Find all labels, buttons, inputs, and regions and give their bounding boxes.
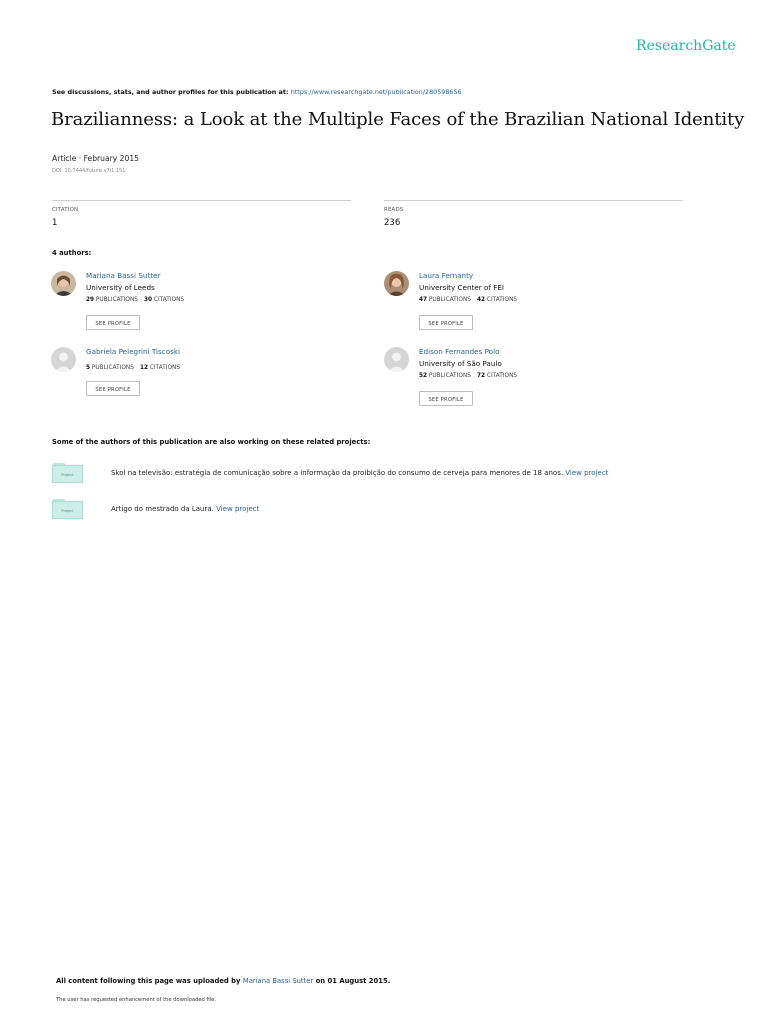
publication-title: Brazilianness: a Look at the Multiple Faces of the Brazilian National Identity (51, 109, 745, 130)
related-project-item (52, 499, 768, 523)
publications-label: PUBLICATIONS (91, 365, 134, 371)
citations-label: CITATIONS (486, 297, 518, 303)
view-project-link[interactable]: View project (565, 469, 609, 477)
publication-meta: Article · February 2015 (52, 154, 139, 163)
publications-count: 5 (86, 365, 91, 371)
author-name-link[interactable]: Mariana Bassi Sutter (86, 271, 161, 280)
publications-label: PUBLICATIONS (95, 297, 138, 303)
citations-label: CITATIONS (486, 373, 518, 379)
citations-label: CITATIONS (153, 297, 185, 303)
citations-count: 30 (143, 297, 153, 303)
authors-heading: 4 authors: (52, 249, 92, 257)
project-title: Artigo do mestrado da Laura. (111, 505, 217, 513)
default-avatar-icon[interactable] (51, 347, 76, 372)
enhancement-note: The user has requested enhancement of the downloaded file. (56, 997, 217, 1003)
related-projects-heading: Some of the authors of this publication are also working on these related projects: (52, 438, 371, 446)
reads-label: READS (384, 207, 404, 213)
reads-value: 236 (384, 218, 401, 228)
upload-prefix: All content following this page was uploaded by (56, 977, 243, 985)
publications-label: PUBLICATIONS (428, 297, 471, 303)
project-icon-label: Project (61, 509, 74, 513)
see-profile-button[interactable]: SEE PROFILE (419, 315, 473, 330)
author-stats (86, 365, 180, 371)
publication-url-link[interactable]: https://www.researchgate.net/publication/280598656 (290, 88, 462, 96)
citation-value: 1 (52, 218, 58, 228)
upload-suffix: on 01 August 2015. (313, 977, 391, 985)
see-profile-button[interactable]: SEE PROFILE (86, 315, 140, 330)
reads-divider (384, 200, 683, 201)
see-profile-button[interactable]: SEE PROFILE (419, 391, 473, 406)
author-institution: University of Leeds (86, 283, 155, 292)
project-description (111, 469, 608, 477)
citations-label: CITATIONS (149, 365, 181, 371)
publications-count: 52 (419, 373, 428, 379)
see-profile-button[interactable]: SEE PROFILE (86, 381, 140, 396)
citations-count: 42 (476, 297, 486, 303)
author-name-link[interactable]: Gabriela Pelegrini Tiscoski (86, 347, 181, 356)
citation-label: CITATION (52, 207, 79, 213)
upload-notice (56, 977, 390, 985)
author-stats (419, 297, 517, 303)
project-folder-icon (52, 463, 84, 485)
author-name-link[interactable]: Laura Fernanty (419, 271, 474, 280)
author-photo-avatar[interactable] (51, 271, 76, 296)
author-name-link[interactable]: Edison Fernandes Polo (419, 347, 500, 356)
citations-count: 12 (139, 365, 149, 371)
publications-count: 47 (419, 297, 428, 303)
uploader-link[interactable]: Mariana Bassi Sutter (242, 977, 314, 985)
citations-count: 72 (476, 373, 486, 379)
view-project-link[interactable]: View project (216, 505, 260, 513)
default-avatar-icon[interactable] (384, 347, 409, 372)
author-institution: University Center of FEI (419, 283, 505, 292)
author-institution: University of São Paulo (419, 359, 502, 368)
project-description (111, 505, 259, 513)
project-icon-label: Project (61, 473, 74, 477)
researchgate-logo[interactable]: ResearchGate (636, 38, 736, 54)
publication-doi: DOI: 10.7444/future.v7i1.151 (52, 168, 126, 174)
project-title: Skol na televisão: estratégia de comunicação sobre a informação da proibição do consumo de cerveja para menores de 18 anos. (111, 469, 566, 477)
citation-divider (52, 200, 351, 201)
discussion-text: See discussions, stats, and author profiles for this publication at: (52, 88, 291, 96)
related-project-item (52, 463, 768, 487)
discussion-line (52, 88, 462, 96)
author-photo-avatar[interactable] (384, 271, 409, 296)
author-stats (86, 297, 184, 303)
project-folder-icon (52, 499, 84, 521)
publications-label: PUBLICATIONS (428, 373, 471, 379)
publications-count: 29 (86, 297, 95, 303)
author-stats (419, 373, 517, 379)
